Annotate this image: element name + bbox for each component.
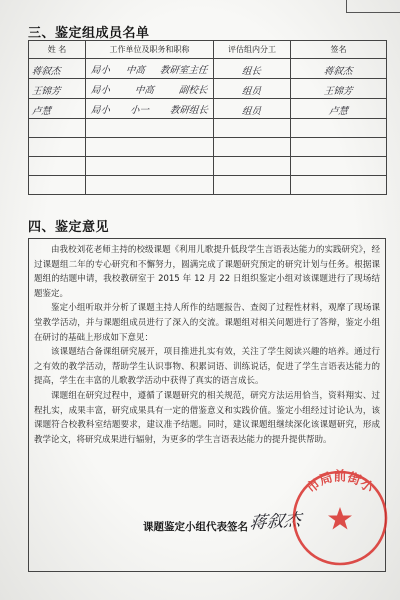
member-name-cell — [29, 79, 86, 99]
member-role-cell — [214, 99, 291, 119]
empty-cell — [291, 157, 387, 176]
previous-table-corner — [346, 0, 400, 13]
empty-cell — [86, 138, 214, 157]
empty-row — [29, 157, 387, 176]
empty-cell — [291, 119, 387, 138]
member-role: 组员 — [241, 106, 262, 117]
member-signature: 蒋叙杰 — [323, 66, 354, 77]
empty-cell — [86, 176, 214, 195]
member-signature-cell — [291, 79, 387, 99]
empty-cell — [86, 157, 214, 176]
stamp-text-path: 市局前街小 — [303, 469, 377, 497]
member-unit: 局小 — [90, 64, 111, 76]
member-unit-cell — [86, 99, 214, 119]
member-post: 教研组长 — [169, 104, 209, 116]
signature-label: 课题鉴定小组代表签名 — [143, 521, 248, 533]
header-unit: 工作单位及职务和职称 — [86, 41, 214, 59]
opinion-paragraph: 课题组在研究过程中，遵循了课题研究的相关规范，研究方法运用恰当，资料翔实、过程扎实，成果丰富，研究成果具有一定的借鉴意义和实践价值。鉴定小组经过讨论认为，该课题符合校教科室结题要求，建议准予结题。同时，建议课题组继续深化该课题研究，形成教学论文，将研究成果进行辐射，为更多的学生言语表达能力的提升提供帮助。 — [34, 390, 380, 445]
stamp-star-icon — [328, 507, 352, 530]
stamp-text — [303, 468, 377, 497]
opinion-paragraph: 鉴定小组听取并分析了课题主持人所作的结题报告、查阅了过程性材料，观摩了现场课堂教学活动，并与课题组成员进行了深入的交流。课题组对相关问题进行了答辩，鉴定小组在研讨的基础上形成如下意见： — [34, 303, 380, 343]
opinion-paragraph: 由我校刘花老师主持的校级课题《利用儿歌提升低段学生言语表达能力的实践研究》，经过课题组二年的专心研究和不懈努力，圆满完成了课题研究预定的研究计划与任务。根据课题组的结题申请，我校教研室于 2015 年 12 月 22 日组织鉴定小组对该课题进行了现场结题鉴定。 — [34, 245, 380, 299]
member-post: 教研室主任 — [159, 64, 209, 76]
member-name-cell — [29, 59, 86, 79]
member-rank: 中高 — [124, 64, 146, 76]
member-signature-cell — [291, 99, 387, 119]
empty-cell — [29, 157, 86, 176]
member-signature-cell — [291, 59, 387, 79]
section-title-members: 三、鉴定组成员名单 — [28, 26, 150, 41]
empty-row — [29, 176, 387, 195]
header-signature: 签名 — [291, 41, 387, 59]
member-name: 王锦芳 — [31, 86, 61, 97]
empty-row — [29, 119, 387, 138]
member-unit: 局小 — [90, 104, 111, 116]
member-row — [29, 79, 387, 99]
table-header-row — [29, 41, 387, 59]
empty-row — [29, 138, 387, 157]
member-role-cell — [214, 79, 291, 99]
empty-cell — [214, 138, 291, 157]
empty-cell — [214, 157, 291, 176]
empty-cell — [291, 138, 387, 157]
empty-cell — [291, 176, 387, 195]
member-row — [29, 59, 387, 79]
red-seal-stamp — [290, 468, 390, 568]
section-title-opinion: 四、鉴定意见 — [28, 220, 110, 235]
header-role: 评估组内分工 — [214, 41, 291, 59]
member-name: 卢慧 — [31, 106, 52, 117]
opinion-paragraph: 该课题结合备课组研究展开，项目推进扎实有效，关注了学生阅读兴趣的培养。通过行之有效的教学活动，帮助学生认识事物、积累词语、训练说话，促进了学生言语表达能力的提高，学生在丰富的儿歌教学活动中获得了真实的语言成长。 — [34, 347, 380, 387]
member-signature: 卢慧 — [328, 106, 349, 117]
member-unit: 局小 — [90, 84, 111, 96]
member-name: 蒋叙杰 — [31, 66, 61, 77]
member-role-cell — [214, 59, 291, 79]
member-role: 组长 — [241, 66, 262, 77]
empty-cell — [29, 176, 86, 195]
empty-cell — [29, 119, 86, 138]
header-name: 姓 名 — [29, 41, 86, 59]
empty-cell — [86, 119, 214, 138]
member-name-cell — [29, 99, 86, 119]
empty-cell — [29, 138, 86, 157]
member-role: 组员 — [241, 86, 262, 97]
member-unit-cell — [86, 59, 214, 79]
member-signature: 王锦芳 — [323, 86, 354, 97]
member-row — [29, 99, 387, 119]
member-post: 副校长 — [178, 84, 209, 96]
members-table — [28, 40, 387, 195]
empty-cell — [214, 176, 291, 195]
member-unit-cell — [86, 79, 214, 99]
member-rank: 中高 — [134, 84, 155, 96]
empty-cell — [214, 119, 291, 138]
handwritten-signature: 蒋叙杰 — [248, 510, 303, 534]
member-rank: 小一 — [129, 104, 150, 116]
